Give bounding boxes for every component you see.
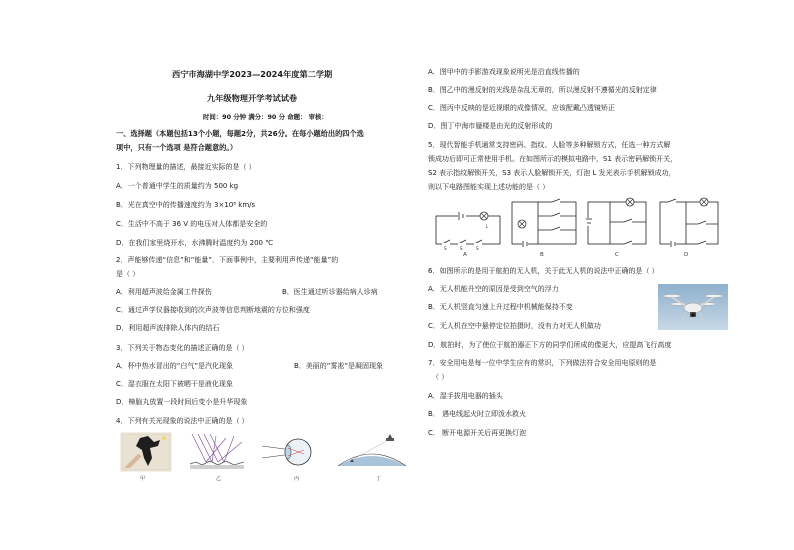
q3-option-d: D．樟脑丸放置一段时间后变小是升华现象: [116, 398, 248, 406]
q4-option-d: D．图丁中海市蜃楼是由光的反射形成的: [428, 122, 553, 130]
q2-stem-line1: 2．声能够传递“信息”和“能量”．下面事例中，主要利用声传递“能量”的: [116, 256, 339, 264]
q1-option-d: D．在我们家里烧开水，水沸腾时温度约为 200 ℃: [116, 239, 274, 247]
q2-option-a: A．利用超声波给金属工件探伤: [116, 288, 212, 296]
exam-title-line1: 西宁市海湖中学2023—2024年度第二学期: [172, 69, 333, 79]
q1-option-a: A．一个普通中学生的质量约为 500 kg: [116, 182, 239, 190]
q7-option-c: C． 断开电源开关后再更换灯泡: [428, 429, 527, 437]
q3-option-b: B．美丽的“雾凇”是凝固现象: [294, 362, 384, 370]
q4-caption-yi: 乙: [216, 476, 222, 482]
drone-photo: [658, 284, 728, 330]
q2-stem-line2: 是（ ）: [116, 270, 140, 278]
q2-option-b: B．医生通过听诊器给病人诊病: [282, 288, 378, 296]
q5-stem-line3: S2 表示指纹解锁开关，S3 表示人脸解锁开关，灯泡 L 发光表示手机解锁成功，: [428, 169, 676, 177]
q4-caption-bing: 丙: [294, 476, 300, 482]
q6-option-d: D．航拍时，为了使位于航拍器正下方的同学们所成的像更大，应提高飞行高度: [428, 341, 672, 349]
circuit-a-label: A: [463, 252, 467, 258]
svg-text:S: S: [460, 246, 463, 251]
q1-stem: 1．下列物理量的描述，最接近实际的是（ ）: [116, 163, 256, 171]
q4-caption-ding: 丁: [376, 476, 382, 482]
section1-line1: 一、选择题（本题包括13个小题，每题2分，共26分。在每小题给出的四个选: [116, 129, 364, 138]
circuit-d-figure: [656, 194, 724, 252]
mirage-figure: [336, 432, 408, 472]
svg-text:L: L: [486, 224, 489, 229]
diffuse-reflection-figure: [186, 432, 248, 472]
q4-option-c: C．图丙中反映的是近视眼的成像情况，应该配戴凸透镜矫正: [428, 104, 615, 112]
q4-caption-jia: 甲: [140, 476, 146, 482]
q1-option-c: C．生活中不高于 36 V 的电压对人体都是安全的: [116, 220, 268, 228]
circuit-b-figure: [508, 194, 580, 252]
q4-option-b: B．图乙中的漫反射的光线是杂乱无章的，所以漫反射不遵循光的反射定律: [428, 86, 657, 94]
q4-option-a: A．图甲中的手影游戏现象说明光是沿直线传播的: [428, 68, 580, 76]
q7-stem-line1: 7．安全用电是每一位中学生应有的常识，下列做法符合安全用电原则的是: [428, 359, 657, 367]
q5-stem-line1: 5．现代智能手机通常支持密码、指纹、人脸等多种解锁方式，任选一种方式解: [428, 141, 671, 149]
section1-line2: 项中，只有一个选项 是符合题意的。）: [116, 143, 238, 152]
q7-option-a: A．湿手拔用电器的插头: [428, 392, 503, 400]
circuit-d-label: D: [684, 252, 689, 258]
hand-shadow-figure: [120, 432, 172, 472]
q6-option-b: B．无人机竖直匀速上升过程中机械能保持不变: [428, 303, 573, 311]
q5-stem-line2: 锁成功后即可正常使用手机。在如图所示的模拟电路中，S1 表示密码解锁开关，: [428, 155, 678, 163]
q7-option-b: B． 遇电线起火时立即泼水救火: [428, 410, 527, 418]
q2-option-d: D．利用超声波排除人体内的结石: [116, 324, 220, 332]
q3-stem: 3．下列关于物态变化的描述正确的是（ ）: [116, 344, 249, 352]
circuit-a-figure: [432, 198, 504, 252]
exam-meta: 时间：90 分钟 满分：90 分 命题： 审核：: [203, 113, 328, 121]
exam-title-line2: 九年级物理开学考试试卷: [207, 93, 298, 103]
q5-stem-line4: 则以下电路图能实现上述功能的是（ ）: [428, 183, 550, 191]
eye-imaging-figure: [262, 436, 316, 470]
q3-option-c: C．湿衣服在太阳下被晒干是液化现象: [116, 380, 233, 388]
circuit-c-figure: [584, 194, 652, 252]
q6-option-c: C．无人机在空中悬停定位拍摄时，没有力对无人机做功: [428, 322, 601, 330]
q6-option-a: A．无人机能升空的原因是受到空气的浮力: [428, 285, 559, 293]
q6-stem: 6．如图所示的是用于航拍的无人机，关于此无人机的说法中正确的是（ ）: [428, 267, 659, 275]
q7-stem-line2: （ ）: [432, 373, 449, 381]
q1-option-b: B．光在真空中的传播速度约为 3×10⁸ km/s: [116, 201, 256, 209]
circuit-c-label: C: [615, 252, 619, 258]
circuit-b-label: B: [540, 252, 544, 258]
q4-stem: 4．下列有关光现象的说法中正确的是（ ）: [116, 417, 249, 425]
svg-text:S: S: [476, 246, 479, 251]
q3-option-a: A．杯中热水冒出的“白气”是汽化现象: [116, 362, 234, 370]
svg-text:S: S: [444, 246, 447, 251]
q2-option-c: C．通过声学仪器接收到的次声波等信息判断地震的方位和强度: [116, 306, 310, 314]
